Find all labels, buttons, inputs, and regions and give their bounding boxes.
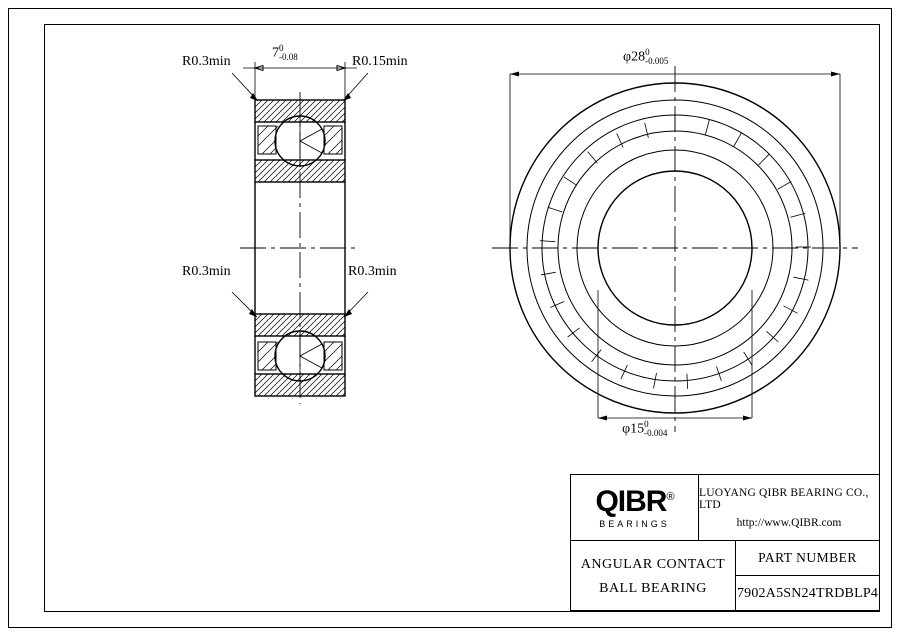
description-line-1: ANGULAR CONTACT xyxy=(580,556,726,572)
outer-diameter-tolerance xyxy=(645,48,668,67)
leader-r03-left-top xyxy=(232,73,258,101)
part-number-cell xyxy=(736,541,879,612)
part-number-value: 7902A5SN24TRDBLP4 xyxy=(736,586,879,601)
company-name: LUOYANG QIBR BEARING CO., LTD xyxy=(699,486,869,511)
logo-text: QIBR xyxy=(595,484,667,518)
logo-wordmark xyxy=(595,484,674,518)
ball-top xyxy=(275,116,325,166)
width-value: 7 xyxy=(272,45,279,61)
width-tol-upper: 0 xyxy=(279,43,284,53)
annotation-r03-right-bottom: R0.3min xyxy=(348,264,397,279)
annotation-width-dimension xyxy=(272,44,298,63)
bore-tol-upper: 0 xyxy=(644,419,649,429)
outer-diameter-value: 28 xyxy=(631,49,646,65)
registered-trademark-icon: ® xyxy=(666,490,674,503)
outer-tol-lower: -0.005 xyxy=(645,56,669,67)
logo-subtitle: BEARINGS xyxy=(599,518,670,529)
leader-r015-right-top xyxy=(343,73,368,101)
bore-value: 15 xyxy=(630,421,645,437)
outer-tol-upper: 0 xyxy=(645,47,650,57)
description-line-2: BALL BEARING xyxy=(599,580,707,596)
width-tol-lower: -0.08 xyxy=(279,52,298,63)
company-url: http://www.QIBR.com xyxy=(736,516,842,529)
company-info xyxy=(699,475,879,540)
outer-diameter-symbol: φ xyxy=(623,49,632,65)
title-block xyxy=(570,474,880,611)
ball-bottom xyxy=(275,331,325,381)
bore-symbol: φ xyxy=(622,421,631,437)
bore-tol-lower: -0.004 xyxy=(644,428,668,439)
leader-r03-left-bottom xyxy=(232,292,257,317)
width-tolerance xyxy=(279,44,298,63)
annotation-r03-left-top: R0.3min xyxy=(182,54,231,69)
front-view xyxy=(492,66,858,432)
bore-tolerance xyxy=(644,420,667,439)
annotation-bore-diameter xyxy=(622,420,667,439)
product-description xyxy=(571,541,736,612)
annotation-r015-right-top: R0.15min xyxy=(352,54,408,69)
leader-r03-right-bottom xyxy=(344,292,368,317)
company-logo xyxy=(571,475,699,540)
annotation-outer-diameter xyxy=(623,48,668,67)
part-number-label: PART NUMBER xyxy=(736,541,879,576)
title-block-detail-row xyxy=(571,541,879,612)
title-block-header-row xyxy=(571,475,879,541)
cage-pocket-marks xyxy=(540,115,811,389)
annotation-r03-left-bottom: R0.3min xyxy=(182,264,231,279)
